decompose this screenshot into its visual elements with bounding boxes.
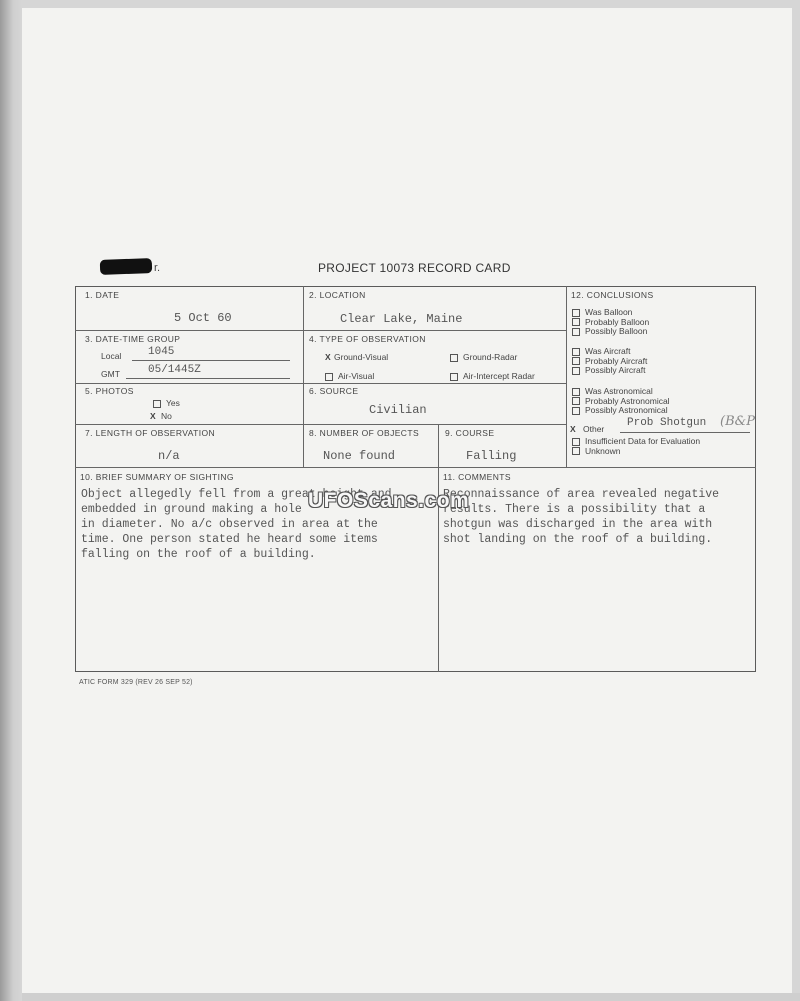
divider-course <box>438 424 439 672</box>
summary-line: in diameter. No a/c observed in area at the <box>81 518 378 531</box>
conclusions-group-astronomical <box>572 387 670 416</box>
length-label: 7. LENGTH OF OBSERVATION <box>85 428 216 438</box>
ground-radar-option <box>450 352 517 362</box>
type-obs-label: 4. TYPE OF OBSERVATION <box>309 334 426 344</box>
redaction-mark <box>100 258 152 275</box>
num-objects-value: None found <box>323 449 396 463</box>
conclusions-group-final <box>572 437 700 456</box>
row-line-4 <box>75 467 756 468</box>
photos-yes-option <box>153 398 180 408</box>
conclusion-text: Probably Balloon <box>585 316 650 327</box>
conclusion-checkbox <box>572 438 580 446</box>
watermark-text: UFOScans.com <box>308 489 470 512</box>
photos-no-text: No <box>161 411 172 421</box>
conclusion-text: Possibly Astronomical <box>585 405 668 416</box>
air-intercept-option <box>450 371 535 381</box>
conclusion-checkbox <box>572 328 580 336</box>
gmt-label: GMT <box>101 369 120 379</box>
conclusion-text: Was Astronomical <box>585 386 653 396</box>
photos-label: 5. PHOTOS <box>85 386 134 396</box>
conclusion-checkbox <box>572 318 580 326</box>
conclusion-checkbox <box>572 357 580 365</box>
length-value: n/a <box>158 449 180 463</box>
comment-line: results. There is a possibility that a <box>443 503 706 516</box>
header-suffix: r. <box>154 262 161 274</box>
other-handwritten-note: (B&P <box>720 414 755 429</box>
conclusions-group-aircraft <box>572 347 647 376</box>
conclusion-text: Was Balloon <box>585 307 633 317</box>
conclusion-text: Insufficient Data for Evaluation <box>585 436 701 446</box>
conclusion-checkbox <box>572 348 580 356</box>
gmt-underline <box>126 378 290 379</box>
air-visual-checkbox <box>325 373 333 381</box>
conclusions-group-balloon <box>572 308 649 337</box>
conclusion-checkbox <box>572 309 580 317</box>
location-value: Clear Lake, Maine <box>340 312 463 326</box>
conclusion-text: Was Aircraft <box>585 346 631 356</box>
location-label: 2. LOCATION <box>309 290 366 300</box>
conclusion-text: Possibly Aircraft <box>585 365 646 376</box>
ground-radar-text: Ground-Radar <box>463 352 518 362</box>
conclusion-text: Probably Astronomical <box>585 395 670 406</box>
ground-radar-checkbox <box>450 354 458 362</box>
photos-no-mark: X <box>150 411 156 421</box>
course-label: 9. COURSE <box>445 428 495 438</box>
conclusion-item <box>572 366 647 376</box>
comment-line: Reconnaissance of area revealed negative <box>443 488 720 501</box>
conclusions-label: 12. CONCLUSIONS <box>571 290 654 300</box>
ground-visual-text: Ground-Visual <box>334 352 389 362</box>
conclusion-checkbox <box>572 388 580 396</box>
conclusion-text: Possibly Balloon <box>585 326 648 337</box>
comment-line: shot landing on the roof of a building. <box>443 533 713 546</box>
summary-line: falling on the roof of a building. <box>81 548 316 561</box>
form-number: ATIC FORM 329 (REV 26 SEP 52) <box>79 679 193 686</box>
comments-text <box>443 487 719 547</box>
conclusion-checkbox <box>572 447 580 455</box>
other-value: Prob Shotgun <box>627 417 707 429</box>
conclusion-item <box>572 447 700 457</box>
local-underline <box>132 360 290 361</box>
air-visual-option <box>325 371 374 381</box>
course-value: Falling <box>466 449 517 463</box>
ground-visual-option <box>325 352 388 362</box>
source-value: Civilian <box>369 403 427 417</box>
other-mark: X <box>570 424 576 434</box>
scan-edge-shadow <box>0 0 22 1001</box>
local-label: Local <box>101 351 122 361</box>
conclusion-other <box>570 425 604 435</box>
other-underline <box>620 432 750 433</box>
local-value: 1045 <box>148 346 175 358</box>
dtg-label: 3. DATE-TIME GROUP <box>85 334 181 344</box>
summary-line: embedded in ground making a hole <box>81 503 302 516</box>
conclusion-checkbox <box>572 397 580 405</box>
divider-col2 <box>566 286 567 467</box>
conclusion-checkbox <box>572 407 580 415</box>
air-intercept-checkbox <box>450 373 458 381</box>
date-value: 5 Oct 60 <box>174 311 232 325</box>
scan-bottom-edge <box>22 993 800 1001</box>
row-line-1 <box>75 330 566 331</box>
photos-yes-text: Yes <box>166 398 180 408</box>
gmt-value: 05/1445Z <box>148 364 201 376</box>
row-line-3 <box>75 424 566 425</box>
source-label: 6. SOURCE <box>309 386 359 396</box>
num-objects-label: 8. NUMBER OF OBJECTS <box>309 428 420 438</box>
comments-label: 11. COMMENTS <box>443 472 511 482</box>
conclusion-checkbox <box>572 367 580 375</box>
air-visual-text: Air-Visual <box>338 371 375 381</box>
photos-no-option <box>150 411 172 421</box>
conclusion-text: Probably Aircraft <box>585 355 648 366</box>
summary-line: time. One person stated he heard some items <box>81 533 378 546</box>
summary-label: 10. BRIEF SUMMARY OF SIGHTING <box>80 472 234 482</box>
air-intercept-text: Air-Intercept Radar <box>463 371 535 381</box>
comment-line: shotgun was discharged in the area with <box>443 518 713 531</box>
conclusion-text: Unknown <box>585 445 621 456</box>
conclusion-item <box>572 327 649 337</box>
photos-yes-checkbox <box>153 400 161 408</box>
ground-visual-mark: X <box>325 352 331 362</box>
date-label: 1. DATE <box>85 290 120 300</box>
summary-line: Object allegedly fell from a great height and <box>81 488 392 501</box>
other-label: Other <box>583 424 605 434</box>
card-title: PROJECT 10073 RECORD CARD <box>318 261 511 275</box>
divider-col1 <box>303 286 304 467</box>
row-line-2 <box>75 383 566 384</box>
conclusion-item <box>572 406 670 416</box>
